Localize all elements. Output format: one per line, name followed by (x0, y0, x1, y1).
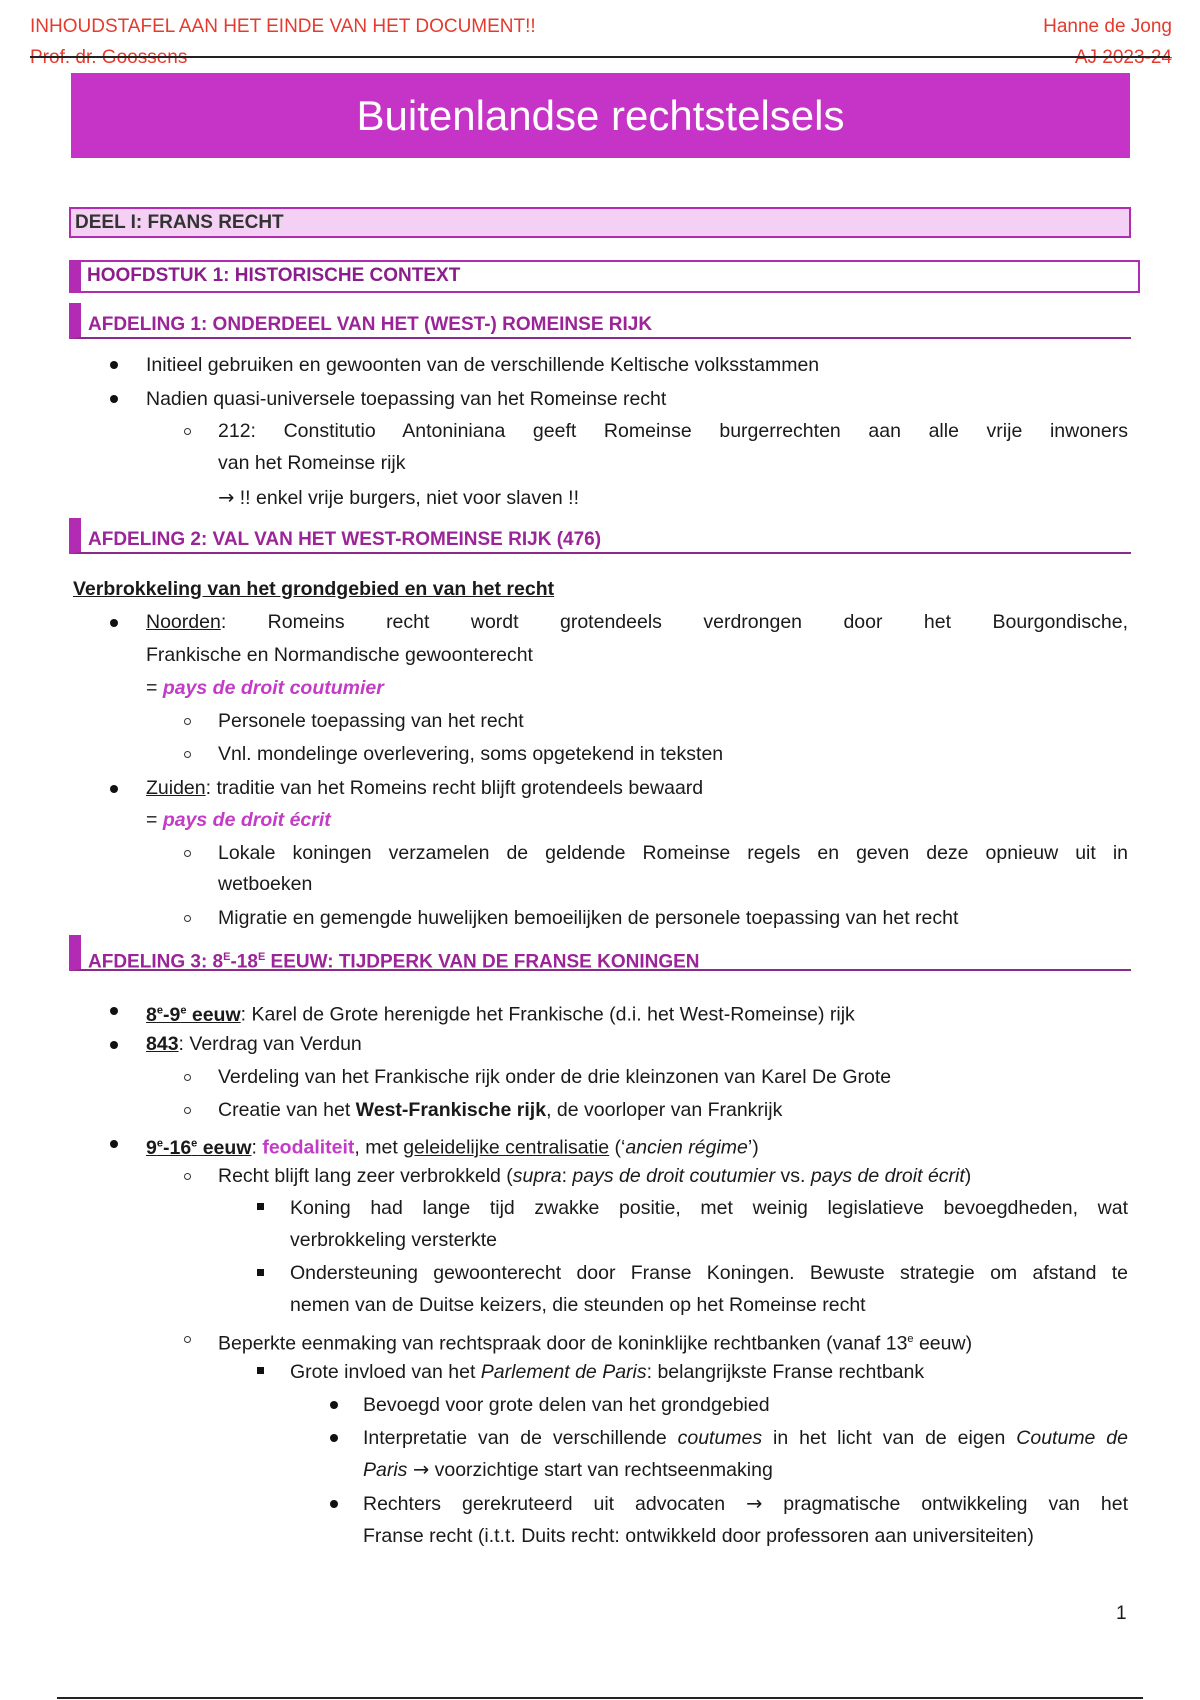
text-part: Rechters gerekruteerd uit advocaten (363, 1493, 746, 1515)
list-item-continued: Frankische en Normandische gewoonterecht (146, 644, 533, 666)
bullet-icon (110, 1140, 118, 1148)
list-item (218, 1098, 782, 1122)
arrow-note-text: !! enkel vrije burgers, niet voor slaven !! (239, 487, 580, 509)
period-label (146, 1137, 251, 1159)
text-italic: coutumes (677, 1427, 763, 1449)
period-sup: e (156, 1137, 163, 1149)
arrow-note (218, 486, 579, 510)
square-bullet-icon (257, 1367, 264, 1374)
circle-bullet-icon (184, 718, 191, 725)
list-item-continued: van het Romeinse rijk (218, 452, 406, 474)
section-1-heading: AFDELING 1: ONDERDEEL VAN HET (WEST-) ROMEINSE RIJK (69, 303, 1131, 339)
circle-bullet-icon (184, 1107, 191, 1114)
equals-sign: = (146, 677, 163, 699)
text-sup: e (907, 1333, 914, 1345)
section-3-heading (69, 935, 1131, 971)
bullet-icon (110, 395, 118, 403)
list-item (146, 1032, 362, 1056)
bullet-icon (110, 361, 118, 369)
term-coutumier: pays de droit coutumier (162, 677, 384, 699)
list-item (363, 1492, 1128, 1516)
heading-part: EEUW: TIJDPERK VAN DE FRANSE KONINGEN (265, 951, 700, 973)
header-professor: Prof. dr. Goossens (30, 47, 188, 68)
list-item (146, 998, 855, 1027)
text-part: eeuw) (913, 1332, 973, 1355)
text-underlined: geleidelijke centralisatie (403, 1136, 610, 1159)
noorden-label: Noorden (146, 611, 221, 633)
list-item: Nadien quasi-universele toepassing van het Romeinse recht (146, 388, 667, 410)
list-item: Ondersteuning gewoonterecht door Franse Koningen. Bewuste strategie om afstand te (290, 1262, 1128, 1284)
footer-divider (57, 1697, 1143, 1699)
bullet-icon (330, 1434, 338, 1442)
period-label (146, 1004, 241, 1026)
list-item-continued: wetboeken (218, 873, 313, 895)
page-title: Buitenlandse rechtstelsels (71, 73, 1130, 158)
text-part: pragmatische ontwikkeling van het (762, 1493, 1128, 1515)
zuiden-label: Zuiden (146, 777, 206, 799)
list-item: Vnl. mondelinge overlevering, soms opgetekend in teksten (218, 743, 724, 765)
header-author: Hanne de Jong (1043, 16, 1172, 37)
bullet-icon (110, 1041, 118, 1049)
text-part: : (561, 1165, 573, 1187)
circle-bullet-icon (184, 751, 191, 758)
text-part: Recht blijft lang zeer verbrokkeld ( (218, 1165, 513, 1187)
list-item: Bevoegd voor grote delen van het grondgebied (363, 1394, 770, 1416)
circle-bullet-icon (184, 1336, 191, 1343)
square-bullet-icon (257, 1203, 264, 1210)
list-item: Koning had lange tijd zwakke positie, met weinig legislatieve bevoegdheden, wat (290, 1197, 1128, 1219)
heading-sup: E (257, 951, 266, 963)
list-item: Lokale koningen verzamelen de geldende Romeinse regels en geven deze opnieuw uit in (218, 842, 1128, 864)
list-item-continued (363, 1458, 773, 1482)
period-sup: e (156, 1004, 163, 1016)
text-part: (‘ (609, 1136, 626, 1159)
list-item (218, 1327, 972, 1356)
period-part: 9 (146, 1136, 157, 1159)
bullet-icon (110, 785, 118, 793)
list-item: 212: Constitutio Antoniniana geeft Romeinse burgerrechten aan alle vrije inwoners (218, 420, 1128, 442)
text-italic: Paris (363, 1459, 408, 1481)
item-text: : Karel de Grote herenigde het Frankische (d.i. het West-Romeinse) rijk (240, 1003, 855, 1026)
heading-part: AFDELING 3: 8 (88, 951, 224, 973)
list-item (146, 610, 1128, 634)
text-part: Beperkte eenmaking van rechtspraak door de koninklijke rechtbanken (vanaf 13 (218, 1332, 908, 1355)
period-part: -9 (162, 1003, 181, 1026)
text-part: Creatie van het (218, 1099, 356, 1121)
heading-part: -18 (230, 951, 258, 973)
circle-bullet-icon (184, 915, 191, 922)
list-item: Initieel gebruiken en gewoonten van de verschillende Keltische volksstammen (146, 354, 820, 376)
equals-sign: = (146, 809, 163, 831)
header-year: AJ 2023-24 (1074, 47, 1172, 68)
text-italic: supra (512, 1165, 562, 1187)
text-part: : belangrijkste Franse rechtbank (646, 1361, 925, 1383)
term-feodaliteit: feodaliteit (262, 1136, 355, 1159)
arrow-icon: → (218, 486, 235, 509)
period-part: eeuw (197, 1136, 252, 1159)
text-part: Interpretatie van de verschillende (363, 1427, 678, 1449)
text-bold: West-Frankische rijk (355, 1099, 547, 1121)
text-part: Grote invloed van het (290, 1361, 481, 1383)
arrow-icon: → (412, 1458, 430, 1481)
circle-bullet-icon (184, 428, 191, 435)
list-item (218, 1164, 971, 1188)
circle-bullet-icon (184, 1173, 191, 1180)
arrow-icon: → (746, 1492, 763, 1515)
bullet-icon (110, 1007, 118, 1015)
list-item: Verdeling van het Frankische rijk onder de drie kleinzonen van Karel De Grote (218, 1066, 892, 1088)
bullet-icon (110, 619, 118, 627)
text-italic: pays de droit écrit (810, 1165, 965, 1187)
year-label: 843 (146, 1033, 179, 1055)
list-item (146, 1131, 759, 1160)
subheading: Verbrokkeling van het grondgebied en van het recht (73, 578, 555, 600)
text-italic: pays de droit coutumier (572, 1165, 776, 1187)
period-part: -16 (162, 1136, 192, 1159)
period-part: 8 (146, 1003, 157, 1026)
heading-sup: E (223, 951, 231, 963)
header-divider (30, 56, 1170, 58)
text-part: vs. (775, 1165, 811, 1187)
list-item (146, 776, 703, 800)
term-ecrit: pays de droit écrit (162, 809, 331, 831)
text-italic: Parlement de Paris (480, 1361, 647, 1383)
circle-bullet-icon (184, 850, 191, 857)
list-item (290, 1360, 924, 1384)
text-part: ’) (747, 1136, 759, 1159)
chapter-heading: HOOFDSTUK 1: HISTORISCHE CONTEXT (69, 260, 1140, 293)
zuiden-text: : traditie van het Romeins recht blijft grotendeels bewaard (205, 777, 704, 799)
list-item-continued: nemen van de Duitse keizers, die steunden op het Romeinse recht (290, 1294, 866, 1316)
page-number: 1 (1116, 1603, 1127, 1624)
text-part: in het licht van de eigen (762, 1427, 1017, 1449)
header-note: INHOUDSTAFEL AAN HET EINDE VAN HET DOCUMENT!! (30, 16, 536, 37)
period-part: eeuw (186, 1003, 241, 1026)
item-text: : Verdrag van Verdun (178, 1033, 362, 1055)
list-item-continued: Franse recht (i.t.t. Duits recht: ontwikkeld door professoren aan universiteiten) (363, 1525, 1034, 1547)
text-part: ) (964, 1165, 972, 1187)
text-part: : (251, 1136, 263, 1159)
section-2-heading: AFDELING 2: VAL VAN HET WEST-ROMEINSE RIJK (476) (69, 518, 1131, 554)
text-part: , met (354, 1136, 404, 1159)
circle-bullet-icon (184, 1074, 191, 1081)
part-heading: DEEL I: FRANS RECHT (69, 207, 1131, 238)
bullet-icon (330, 1401, 338, 1409)
noorden-text: : Romeins recht wordt grotendeels verdrongen door het Bourgondische, (220, 611, 1128, 633)
list-item: Migratie en gemengde huwelijken bemoeilijken de personele toepassing van het recht (218, 907, 959, 929)
bullet-icon (330, 1500, 338, 1508)
list-item: Personele toepassing van het recht (218, 710, 524, 732)
text-part: , de voorloper van Frankrijk (546, 1099, 783, 1121)
text-part: voorzichtige start van rechtseenmaking (429, 1459, 773, 1481)
list-item-continued: verbrokkeling versterkte (290, 1229, 497, 1251)
period-sup: e (191, 1137, 198, 1149)
square-bullet-icon (257, 1269, 264, 1276)
text-italic: Coutume de (1016, 1427, 1128, 1449)
list-item (363, 1426, 1128, 1450)
definition (146, 676, 384, 700)
text-italic: ancien régime (625, 1136, 748, 1159)
definition (146, 808, 331, 832)
period-sup: e (180, 1004, 187, 1016)
